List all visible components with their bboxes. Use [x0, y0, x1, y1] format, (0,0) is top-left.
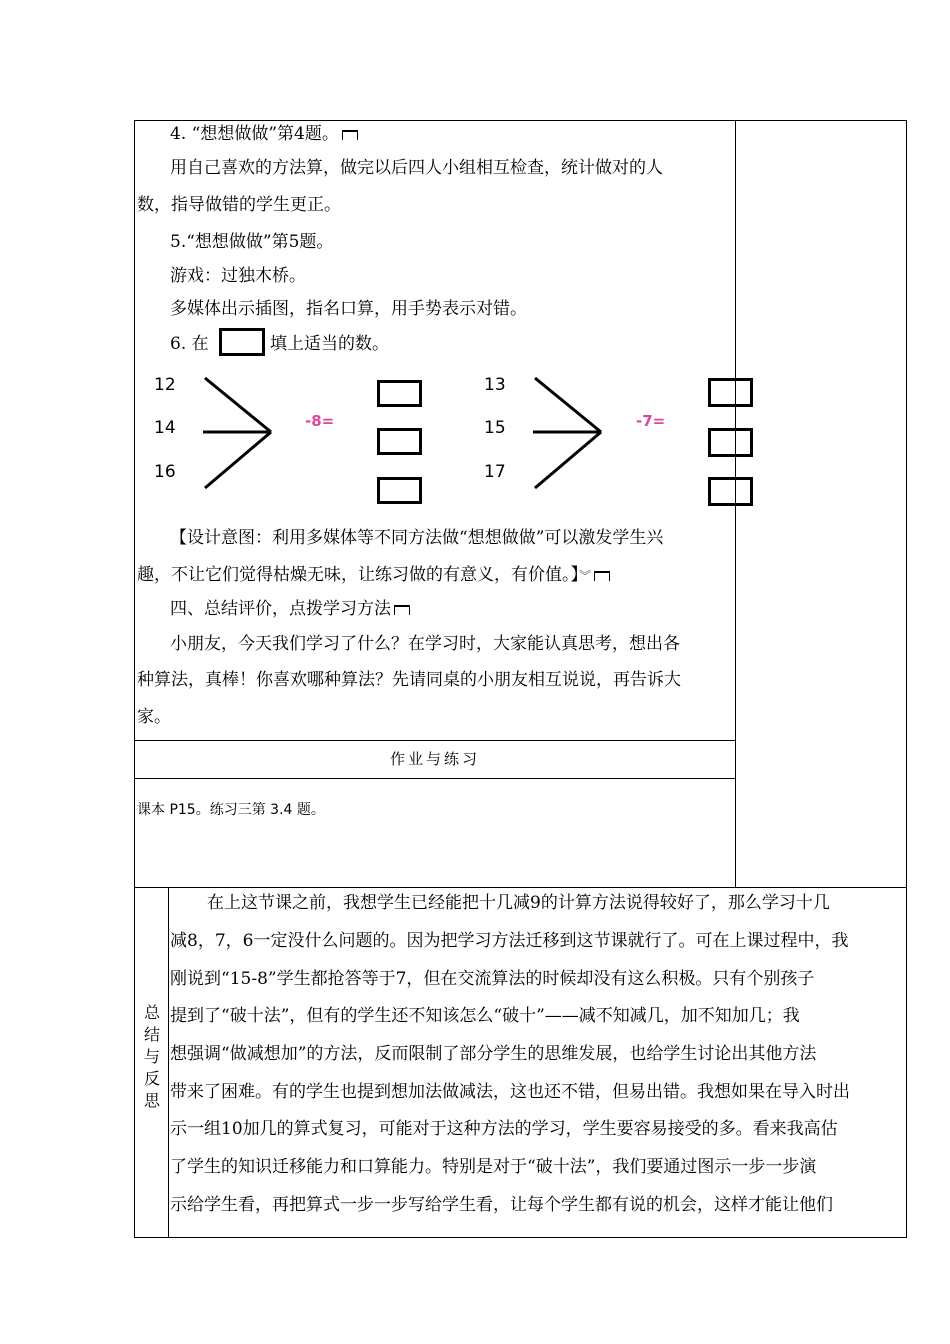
- left-answer-box-3: [377, 477, 422, 504]
- summary-line3: 家。: [137, 707, 171, 727]
- right-number-3: 17: [484, 462, 506, 482]
- design-intent-line1: 【设计意图：利用多媒体等不同方法做“想想做做”可以激发学生兴: [170, 528, 664, 548]
- left-answer-box-2: [377, 428, 422, 455]
- item5-title: 5.“想想做做”第5题。: [170, 232, 334, 252]
- table-row-divider-reflection-top: [134, 887, 907, 888]
- reflection-line: 减8，7，6一定没什么问题的。因为把学习方法迁移到这节课就行了。可在上课过程中，我: [170, 931, 849, 951]
- table-border-top: [134, 120, 907, 121]
- reflection-line: 带来了困难。有的学生也提到想加法做减法，这也还不错，但易出错。我想如果在导入时出: [170, 1082, 850, 1102]
- reflection-line: 想强调“做减想加”的方法，反而限制了部分学生的思维发展，也给学生讨论出其他方法: [170, 1044, 817, 1064]
- reflection-line: 示一组10加几的算式复习，可能对于这种方法的学习，学生要容易接受的多。看来我高估: [170, 1119, 838, 1139]
- reflection-label-char: 思: [143, 1091, 160, 1110]
- item4-paragraph-line1: 用自己喜欢的方法算，做完以后四人小组相互检查，统计做对的人: [170, 158, 663, 178]
- homework-header: 作业与练习: [389, 750, 480, 768]
- design-intent-line2-text: 趣，不让它们觉得枯燥无味，让练习做的有意义，有价值。】: [137, 565, 579, 585]
- section4-title-text: 四、总结评价，点拨学习方法: [170, 599, 391, 619]
- item6-blank-box: [219, 328, 265, 356]
- item6-suffix: 填上适当的数。: [270, 334, 389, 354]
- double-chevron-icon: ︾: [579, 569, 592, 583]
- summary-line1: 小朋友，今天我们学习了什么？在学习时，大家能认真思考，想出各: [170, 634, 680, 654]
- reflection-line: 提到了“破十法”，但有的学生还不知该怎么“破十”——减不知减几，加不知加几；我: [170, 1006, 800, 1026]
- left-number-2: 14: [154, 418, 176, 438]
- item6-prefix: 6. 在: [170, 334, 209, 354]
- paragraph-mark-icon: [594, 571, 610, 581]
- right-converging-lines: [525, 370, 610, 495]
- right-number-1: 13: [484, 375, 506, 395]
- design-intent-line2: [137, 565, 610, 586]
- item5-description: 多媒体出示插图，指名口算，用手势表示对错。: [170, 299, 527, 319]
- right-answer-box-3: [708, 477, 753, 506]
- summary-line2: 种算法，真棒！你喜欢哪种算法？先请同桌的小朋友相互说说，再告诉大: [137, 670, 681, 690]
- homework-content: 课本 P15。练习三第 3.4 题。: [137, 802, 325, 818]
- item4-title: [170, 124, 358, 144]
- table-border-left: [134, 120, 135, 1238]
- item4-paragraph-line2: 数，指导做错的学生更正。: [137, 195, 341, 215]
- reflection-label-divider: [168, 887, 169, 1238]
- section4-title: [170, 599, 410, 619]
- paragraph-mark-icon: [394, 605, 410, 615]
- reflection-label-char: 总: [143, 1003, 160, 1022]
- table-border-right: [906, 120, 907, 1238]
- reflection-line: 了学生的知识迁移能力和口算能力。特别是对于“破十法”，我们要通过图示一步一步演: [170, 1157, 817, 1177]
- table-row-divider-homework-top: [134, 740, 736, 741]
- reflection-line: 刚说到“15-8”学生都抢答等于7，但在交流算法的时候却没有这么积极。只有个别孩子: [170, 969, 815, 989]
- reflection-label-char: 与: [143, 1047, 160, 1066]
- paragraph-mark-icon: [342, 130, 358, 140]
- left-answer-box-1: [377, 380, 422, 407]
- left-number-3: 16: [154, 462, 176, 482]
- right-answer-box-2: [708, 428, 753, 457]
- reflection-line: 示给学生看，再把算式一步一步写给学生看，让每个学生都有说的机会，这样才能让他们: [170, 1195, 833, 1215]
- left-converging-lines: [195, 370, 280, 495]
- right-operator: -7=: [636, 412, 666, 430]
- right-number-2: 15: [484, 418, 506, 438]
- reflection-label-char: 结: [143, 1025, 160, 1044]
- table-row-divider-homework-mid: [134, 778, 736, 779]
- reflection-line: 在上这节课之前，我想学生已经能把十几减9的计算方法说得较好了，那么学习十几: [207, 893, 830, 913]
- left-operator: -8=: [305, 412, 335, 430]
- item4-title-text: 4. “想想做做”第4题。: [170, 124, 339, 144]
- left-number-1: 12: [154, 375, 176, 395]
- item5-game: 游戏：过独木桥。: [170, 266, 306, 286]
- table-border-bottom: [134, 1237, 907, 1238]
- right-answer-box-1: [708, 378, 753, 407]
- reflection-label-char: 反: [143, 1069, 160, 1088]
